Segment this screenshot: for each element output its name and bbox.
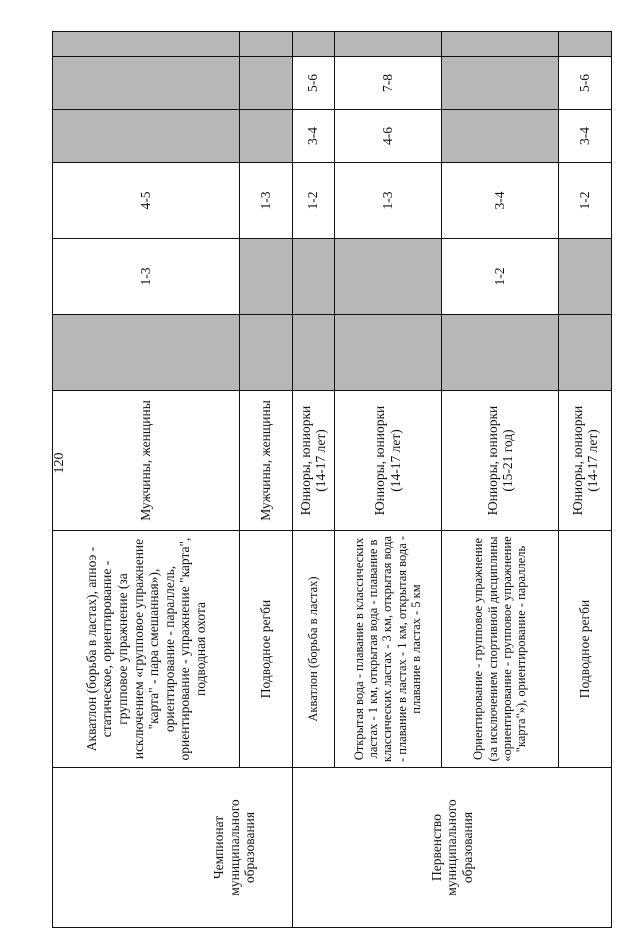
rotated-table-sheet bbox=[52, 32, 612, 928]
rank-cell bbox=[240, 110, 293, 163]
rank-cell bbox=[292, 32, 334, 57]
rank-cell bbox=[292, 239, 334, 315]
rank-cell: 1-3 bbox=[240, 163, 293, 239]
group-cell: Юниоры, юниорки (15-21 год) bbox=[441, 391, 559, 531]
rank-cell bbox=[441, 57, 559, 110]
rank-cell bbox=[240, 239, 293, 315]
competition-cell: Первенство муниципального образования bbox=[292, 768, 611, 928]
group-cell: Мужчины, женщины bbox=[240, 391, 293, 531]
rank-cell: 3-4 bbox=[292, 110, 334, 163]
group-cell: Юниоры, юниорки (14-17 лет) bbox=[292, 391, 334, 531]
group-cell: Юниоры, юниорки (14-17 лет) bbox=[559, 391, 612, 531]
rank-cell bbox=[240, 57, 293, 110]
discipline-cell: Ориентирование - групповое упражнение (за исключением спортивной дисциплины «ориентирование - групповое упражнение "карта"»), ориентирование - параллель bbox=[441, 531, 559, 768]
rank-cell: 5-6 bbox=[292, 57, 334, 110]
rank-cell bbox=[559, 32, 612, 57]
rank-cell bbox=[240, 315, 293, 391]
group-cell: Юниоры, юниорки (14-17 лет) bbox=[334, 391, 441, 531]
rank-cell bbox=[441, 315, 559, 391]
rank-cell bbox=[53, 315, 240, 391]
rank-cell bbox=[559, 239, 612, 315]
discipline-cell: Акватлон (борьба в ластах), апноэ - статическое, ориентирование - групповое упражнение (за исключением «групповое упражнение "карта" - пара смешанная»), ориентирование - параллель, ориентирование - упражнение "карта", подводная охота bbox=[53, 531, 240, 768]
table-row bbox=[53, 32, 240, 928]
competition-table bbox=[52, 31, 612, 928]
discipline-cell: Акватлон (борьба в ластах) bbox=[292, 531, 334, 768]
rank-cell: 1-2 bbox=[559, 163, 612, 239]
rank-cell: 7-8 bbox=[334, 57, 441, 110]
rank-cell bbox=[53, 32, 240, 57]
discipline-cell: Подводное регби bbox=[559, 531, 612, 768]
rank-cell bbox=[334, 239, 441, 315]
rank-cell: 3-4 bbox=[441, 163, 559, 239]
rank-cell bbox=[240, 32, 293, 57]
rank-cell: 1-3 bbox=[334, 163, 441, 239]
rank-cell: 5-6 bbox=[559, 57, 612, 110]
rank-cell: 4-5 bbox=[53, 163, 240, 239]
rank-cell bbox=[53, 57, 240, 110]
rank-cell: 3-4 bbox=[559, 110, 612, 163]
rank-cell: 1-2 bbox=[292, 163, 334, 239]
rank-cell bbox=[441, 32, 559, 57]
rank-cell bbox=[292, 315, 334, 391]
table-row bbox=[292, 32, 334, 928]
rank-cell: 4-6 bbox=[334, 110, 441, 163]
rank-cell bbox=[559, 315, 612, 391]
rank-cell bbox=[334, 315, 441, 391]
discipline-cell: Открытая вода - плавание в классических ластах - 1 км, открытая вода - плавание в классических ластах - 3 км, открытая вода - плавание в ластах - 1 км, открытая вода - плавание в ластах - 5 км bbox=[334, 531, 441, 768]
rank-cell bbox=[53, 110, 240, 163]
group-cell: Мужчины, женщины bbox=[53, 391, 240, 531]
discipline-cell: Подводное регби bbox=[240, 531, 293, 768]
rank-cell: 1-3 bbox=[53, 239, 240, 315]
competition-cell: Чемпионат муниципального образования bbox=[53, 768, 293, 928]
rank-cell bbox=[334, 32, 441, 57]
rank-cell bbox=[441, 110, 559, 163]
page-number: 120 bbox=[52, 452, 67, 474]
rank-cell: 1-2 bbox=[441, 239, 559, 315]
